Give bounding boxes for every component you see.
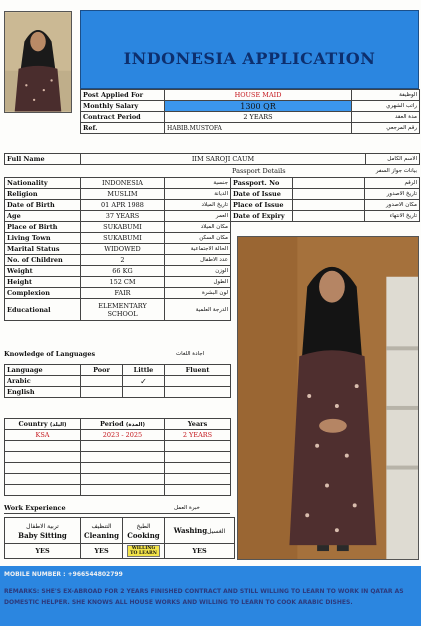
- date-of-expiry-label: Date of Expiry: [231, 211, 293, 222]
- table-row: [5, 365, 231, 376]
- place-of-issue-label: Place of Issue: [231, 200, 293, 211]
- languages-table: [4, 364, 231, 398]
- table-row: [5, 200, 231, 211]
- table-row: [231, 200, 420, 211]
- table-row: [5, 430, 231, 441]
- cleaning-label: Cleaning: [84, 530, 119, 540]
- religion-value: MUSLIM: [81, 189, 165, 200]
- skill-cleaning: [81, 518, 123, 544]
- years-col-header: Years: [165, 419, 231, 430]
- age-label: Age: [5, 211, 81, 222]
- full-name-ar: الاسم الكامل: [366, 154, 420, 165]
- date-of-issue-value: [293, 189, 365, 200]
- living-town-ar: مكان السكن: [165, 233, 231, 244]
- passport-heading-label: Passport Details: [232, 167, 286, 175]
- empty-cell: [81, 463, 165, 474]
- table-row: [5, 419, 231, 430]
- table-row: [81, 123, 420, 134]
- empty-cell: [165, 441, 231, 452]
- personal-details-table: [4, 177, 231, 321]
- height-label: Height: [5, 277, 81, 288]
- height-ar: الطول: [165, 277, 231, 288]
- nationality-label: Nationality: [5, 178, 81, 189]
- children-label: No. of Children: [5, 255, 81, 266]
- country-label: Country: [18, 420, 48, 428]
- passport-table: [230, 177, 420, 222]
- children-ar: عدد الاطفال: [165, 255, 231, 266]
- table-row: [5, 211, 231, 222]
- table-row: [5, 518, 235, 544]
- table-row: [231, 189, 420, 200]
- date-of-expiry-ar: تاريخ الانتهاء: [365, 211, 420, 222]
- table-row: [5, 376, 231, 387]
- baby-sitting-ar: تربية الاطفال: [26, 522, 59, 530]
- table-row: [5, 277, 231, 288]
- empty-cell: [5, 474, 81, 485]
- contract-period-ar: مدة العقد: [352, 112, 420, 123]
- education-ar: الدرجة العلمية: [165, 299, 231, 321]
- period-col-header: [81, 419, 165, 430]
- table-row: [5, 387, 231, 398]
- living-town-value: SUKABUMI: [81, 233, 165, 244]
- washing-value: YES: [165, 544, 235, 559]
- baby-sitting-value: YES: [5, 544, 81, 559]
- table-row: [5, 441, 231, 452]
- age-value: 37 YEARS: [81, 211, 165, 222]
- table-row: [5, 154, 420, 165]
- table-row: [231, 178, 420, 189]
- place-of-issue-ar: مكان الاصدور: [365, 200, 420, 211]
- full-name-label: Full Name: [5, 154, 81, 165]
- arabic-little-check-icon: ✓: [123, 376, 165, 387]
- monthly-salary-value: 1300 QR: [165, 101, 352, 112]
- english-poor: [81, 387, 123, 398]
- living-town-label: Living Town: [5, 233, 81, 244]
- applicant-full-body-image: [238, 237, 418, 559]
- education-label: Educational: [5, 299, 81, 321]
- date-of-issue-ar: تاريخ الاصدور: [365, 189, 420, 200]
- empty-cell: [5, 463, 81, 474]
- place-of-birth-label: Place of Birth: [5, 222, 81, 233]
- table-row: [5, 463, 231, 474]
- table-row: [81, 101, 420, 112]
- cooking-label: Cooking: [127, 530, 160, 540]
- table-row: [5, 544, 235, 559]
- marital-status-ar: الحالة الاجتماعية: [165, 244, 231, 255]
- dob-ar: تاريخ الميلاد: [165, 200, 231, 211]
- language-col-header: Language: [5, 365, 81, 376]
- application-table: [80, 89, 420, 134]
- years-value: 2 YEARS: [165, 430, 231, 441]
- monthly-salary-ar: راتب الشهري: [352, 101, 420, 112]
- passport-heading-ar: بيانات جواز السفر: [375, 168, 417, 174]
- table-row: [5, 255, 231, 266]
- ref-ar: رقم المرجعي: [352, 123, 420, 134]
- passport-heading: [232, 166, 419, 176]
- table-row: [5, 288, 231, 299]
- empty-cell: [81, 485, 165, 496]
- contract-period-label: Contract Period: [81, 112, 165, 123]
- place-of-birth-value: SUKABUMI: [81, 222, 165, 233]
- experience-history-table: [4, 418, 231, 496]
- empty-cell: [165, 452, 231, 463]
- table-row: [5, 452, 231, 463]
- table-row: [81, 90, 420, 101]
- empty-cell: [81, 441, 165, 452]
- table-row: [5, 244, 231, 255]
- empty-cell: [81, 452, 165, 463]
- languages-heading-ar: اجادة اللغات: [176, 351, 205, 357]
- english-little: [123, 387, 165, 398]
- table-row: [5, 299, 231, 321]
- page-title: INDONESIA APPLICATION: [123, 49, 376, 68]
- country-col-header: [5, 419, 81, 430]
- empty-cell: [5, 441, 81, 452]
- empty-cell: [165, 463, 231, 474]
- washing-ar: الغسيل: [207, 527, 226, 535]
- place-of-birth-ar: مكان الميلاد: [165, 222, 231, 233]
- mobile-number: MOBILE NUMBER : +966544802799: [4, 571, 123, 578]
- period-label: Period: [100, 420, 124, 428]
- work-experience-heading: [4, 502, 230, 514]
- english-label: English: [5, 387, 81, 398]
- baby-sitting-label: Baby Sitting: [18, 530, 67, 540]
- work-experience-ar: خبرة العمل: [174, 505, 200, 511]
- table-row: [5, 474, 231, 485]
- empty-cell: [5, 452, 81, 463]
- complexion-ar: لون البشرة: [165, 288, 231, 299]
- languages-heading: [4, 348, 230, 360]
- table-row: [5, 233, 231, 244]
- height-value: 152 CM: [81, 277, 165, 288]
- place-of-issue-value: [293, 200, 365, 211]
- table-row: [5, 222, 231, 233]
- table-row: [81, 112, 420, 123]
- cooking-value-cell: [123, 544, 165, 559]
- little-col-header: Little: [123, 365, 165, 376]
- fluent-col-header: Fluent: [165, 365, 231, 376]
- cooking-ar: الطبخ: [136, 522, 151, 530]
- washing-label: Washing: [173, 525, 208, 535]
- remarks-text: REMARKS: SHE'S EX-ABROAD FOR 2 YEARS FINISHED CONTRACT AND STILL WILLING TO LEARN TO WORK IN QATAR AS DOMESTIC HELPER. SHE KNOWS ALL HOUSE WORKS AND WILLING TO LEARN TO COOK ARABIC DISHES.: [4, 588, 404, 606]
- nationality-ar: جنسية: [165, 178, 231, 189]
- post-applied-ar: الوظيفة: [352, 90, 420, 101]
- children-value: 2: [81, 255, 165, 266]
- arabic-label: Arabic: [5, 376, 81, 387]
- period-ar: (المدة): [125, 422, 145, 428]
- date-of-issue-label: Date of Issue: [231, 189, 293, 200]
- education-value: ELEMENTARY SCHOOL: [81, 299, 165, 321]
- arabic-fluent: [165, 376, 231, 387]
- cleaning-value: YES: [81, 544, 123, 559]
- skill-cooking: [123, 518, 165, 544]
- nationality-value: INDONESIA: [81, 178, 165, 189]
- religion-ar: الديانة: [165, 189, 231, 200]
- passport-no-value: [293, 178, 365, 189]
- period-value: 2023 - 2025: [81, 430, 165, 441]
- weight-label: Weight: [5, 266, 81, 277]
- religion-label: Religion: [5, 189, 81, 200]
- contract-period-value: 2 YEARS: [165, 112, 352, 123]
- country-ar: (البلد): [49, 422, 67, 428]
- weight-value: 66 KG: [81, 266, 165, 277]
- dob-value: 01 APR 1988: [81, 200, 165, 211]
- skill-baby-sitting: [5, 518, 81, 544]
- empty-cell: [165, 485, 231, 496]
- table-row: [5, 485, 231, 496]
- full-name-value: IIM SAROJI CAUM: [81, 154, 366, 165]
- work-experience-label: Work Experience: [4, 504, 66, 512]
- monthly-salary-label: Monthly Salary: [81, 101, 165, 112]
- complexion-value: FAIR: [81, 288, 165, 299]
- arabic-poor: [81, 376, 123, 387]
- remarks-bar: [0, 566, 421, 626]
- age-ar: العمر: [165, 211, 231, 222]
- weight-ar: الوزن: [165, 266, 231, 277]
- applicant-photo-small: [4, 11, 72, 113]
- skills-table: [4, 517, 235, 559]
- languages-heading-label: Knowledge of Languages: [4, 350, 96, 358]
- table-row: [5, 266, 231, 277]
- cooking-value: WILLING TO LEARN: [127, 545, 160, 557]
- applicant-portrait-image: [5, 12, 71, 112]
- passport-no-label: Passport. No: [231, 178, 293, 189]
- date-of-expiry-value: [293, 211, 365, 222]
- table-row: [5, 178, 231, 189]
- ref-label: Ref.: [81, 123, 165, 134]
- english-fluent: [165, 387, 231, 398]
- poor-col-header: Poor: [81, 365, 123, 376]
- empty-cell: [5, 485, 81, 496]
- complexion-label: Complexion: [5, 288, 81, 299]
- post-applied-label: Post Applied For: [81, 90, 165, 101]
- applicant-photo-full: [237, 236, 419, 560]
- dob-label: Date of Birth: [5, 200, 81, 211]
- empty-cell: [81, 474, 165, 485]
- skill-washing: [165, 518, 235, 544]
- table-row: [231, 211, 420, 222]
- table-row: [5, 189, 231, 200]
- ref-value: HABIB.MUSTOFA: [165, 123, 352, 134]
- full-name-table: [4, 153, 420, 165]
- country-value: KSA: [5, 430, 81, 441]
- cleaning-ar: التنظيف: [91, 522, 112, 530]
- marital-status-value: WIDOWED: [81, 244, 165, 255]
- post-applied-value: HOUSE MAID: [165, 90, 352, 101]
- empty-cell: [165, 474, 231, 485]
- marital-status-label: Marital Status: [5, 244, 81, 255]
- passport-no-ar: الرقم: [365, 178, 420, 189]
- title-banner: [80, 10, 419, 89]
